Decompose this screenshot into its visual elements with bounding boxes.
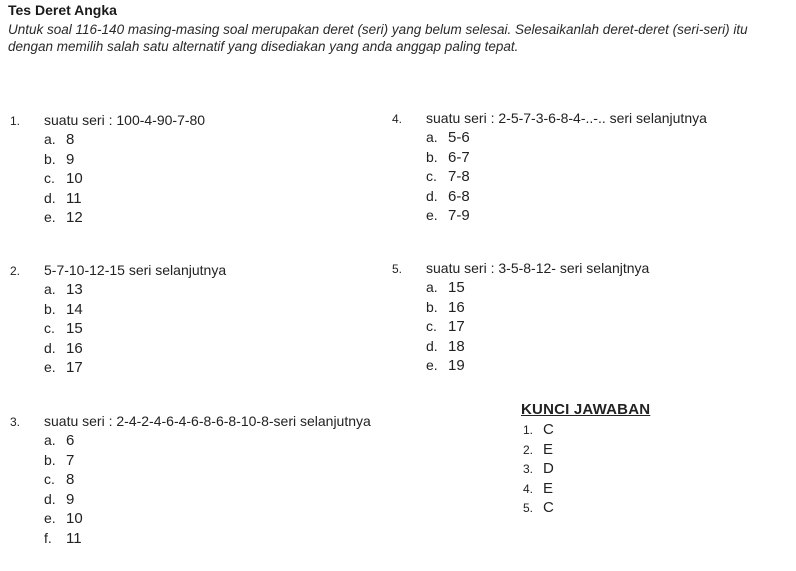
option-letter: a.: [426, 279, 438, 295]
answer-letter: D: [543, 460, 554, 477]
answer-key: [521, 400, 650, 518]
option-value: 8: [66, 471, 75, 488]
option-letter: b.: [44, 150, 56, 167]
option-letter: b.: [44, 300, 56, 317]
answer-key-item: [523, 440, 650, 460]
option-value: 11: [66, 529, 82, 547]
option-value: 15: [66, 320, 83, 337]
option-letter: c.: [44, 170, 55, 186]
question-2: [8, 260, 226, 378]
instructions-text: Untuk soal 116-140 masing-masing soal merupakan deret (seri) yang belum selesai. Selesaikanlah deret-deret (seri-seri) itu dengan memilih salah satu alternatif yang disediakan yang anda anggap paling tepat.: [8, 22, 748, 54]
question-number: 3.: [10, 415, 21, 429]
option-b: [44, 451, 371, 471]
question-5: [390, 258, 649, 376]
answer-key-item: [523, 498, 650, 518]
option-letter: d.: [44, 339, 56, 356]
option-c: [44, 319, 226, 339]
option-letter: d.: [426, 337, 438, 354]
option-letter: e.: [44, 209, 56, 225]
option-letter: c.: [426, 318, 437, 334]
options-list: [390, 278, 649, 376]
option-letter: d.: [426, 187, 438, 204]
option-a: [426, 128, 707, 148]
option-f: [44, 529, 371, 549]
option-value: 11: [66, 189, 82, 207]
option-letter: c.: [44, 471, 55, 487]
option-value: 9: [66, 490, 75, 508]
option-value: 7-8: [448, 168, 470, 185]
option-value: 13: [66, 281, 83, 298]
answer-key-item: [523, 479, 650, 499]
answer-key-item: [523, 459, 650, 479]
option-value: 6: [66, 432, 75, 449]
option-value: 16: [448, 298, 465, 316]
question-number: 2.: [10, 264, 21, 278]
option-value: 18: [448, 337, 465, 355]
option-value: 6-7: [448, 148, 470, 166]
option-e: [44, 208, 205, 228]
option-value: 12: [66, 209, 83, 226]
option-value: 16: [66, 339, 83, 357]
option-value: 6-8: [448, 187, 470, 205]
answer-letter: E: [543, 479, 554, 497]
option-a: [44, 130, 205, 150]
option-letter: b.: [426, 298, 438, 315]
question-3: [8, 411, 371, 548]
option-letter: a.: [426, 129, 438, 145]
answer-number: 3.: [523, 462, 534, 476]
option-d: [44, 189, 205, 209]
answer-number: 1.: [523, 423, 534, 437]
options-list: [8, 130, 205, 228]
answer-letter: E: [543, 440, 554, 458]
question-text: suatu seri : 100-4-90-7-80: [44, 112, 206, 128]
option-value: 10: [66, 170, 83, 187]
answer-number: 5.: [523, 501, 534, 515]
option-value: 8: [66, 131, 75, 148]
option-e: [426, 206, 707, 226]
question-4: [390, 108, 707, 226]
option-b: [44, 150, 205, 170]
option-value: 5-6: [448, 129, 470, 146]
answer-key-title: KUNCI JAWABAN: [521, 401, 651, 418]
answer-key-list: [521, 420, 650, 518]
options-list: [8, 431, 371, 548]
option-c: [426, 167, 707, 187]
option-d: [426, 187, 707, 207]
question-number: 5.: [392, 262, 403, 276]
option-d: [44, 339, 226, 359]
page-title: Tes Deret Angka: [8, 2, 117, 18]
answer-number: 2.: [523, 442, 534, 457]
option-value: 17: [66, 359, 83, 376]
question-text: suatu seri : 2-5-7-3-6-8-4-..-.. seri selanjutnya: [426, 110, 707, 126]
option-d: [44, 490, 371, 510]
answer-key-item: [523, 420, 650, 440]
question-number: 1.: [10, 114, 21, 128]
option-value: 19: [448, 357, 465, 374]
option-value: 10: [66, 510, 83, 527]
option-b: [426, 148, 707, 168]
option-e: [44, 358, 226, 378]
option-letter: e.: [44, 510, 56, 526]
question-text: suatu seri : 3-5-8-12- seri selanjtnya: [426, 260, 650, 276]
option-e: [44, 509, 371, 529]
question-number: 4.: [392, 112, 403, 126]
option-value: 14: [66, 300, 83, 318]
option-letter: a.: [44, 131, 56, 147]
question-1: [8, 110, 205, 228]
option-a: [426, 278, 649, 298]
option-letter: a.: [44, 432, 56, 448]
option-value: 15: [448, 279, 465, 296]
option-value: 7-9: [448, 207, 470, 224]
options-list: [390, 128, 707, 226]
option-letter: d.: [44, 490, 56, 507]
option-c: [44, 470, 371, 490]
option-letter: e.: [44, 359, 56, 375]
option-letter: d.: [44, 189, 56, 206]
option-letter: c.: [426, 168, 437, 184]
option-letter: c.: [44, 320, 55, 336]
option-letter: b.: [44, 451, 56, 468]
option-value: 9: [66, 150, 75, 168]
option-letter: b.: [426, 148, 438, 165]
option-c: [44, 169, 205, 189]
option-letter: e.: [426, 207, 438, 223]
option-value: 17: [448, 318, 465, 335]
options-list: [8, 280, 226, 378]
answer-letter: C: [543, 421, 554, 438]
question-text: 5-7-10-12-15 seri selanjutnya: [44, 262, 227, 278]
question-text: suatu seri : 2-4-2-4-6-4-6-8-6-8-10-8-seri selanjutnya: [44, 413, 371, 429]
option-b: [44, 300, 226, 320]
option-letter: e.: [426, 357, 438, 373]
option-a: [44, 431, 371, 451]
option-d: [426, 337, 649, 357]
option-a: [44, 280, 226, 300]
answer-letter: C: [543, 499, 554, 516]
option-e: [426, 356, 649, 376]
option-b: [426, 298, 649, 318]
option-letter: f.: [44, 529, 52, 546]
option-letter: a.: [44, 281, 56, 297]
answer-number: 4.: [523, 481, 534, 496]
option-value: 7: [66, 451, 75, 469]
option-c: [426, 317, 649, 337]
